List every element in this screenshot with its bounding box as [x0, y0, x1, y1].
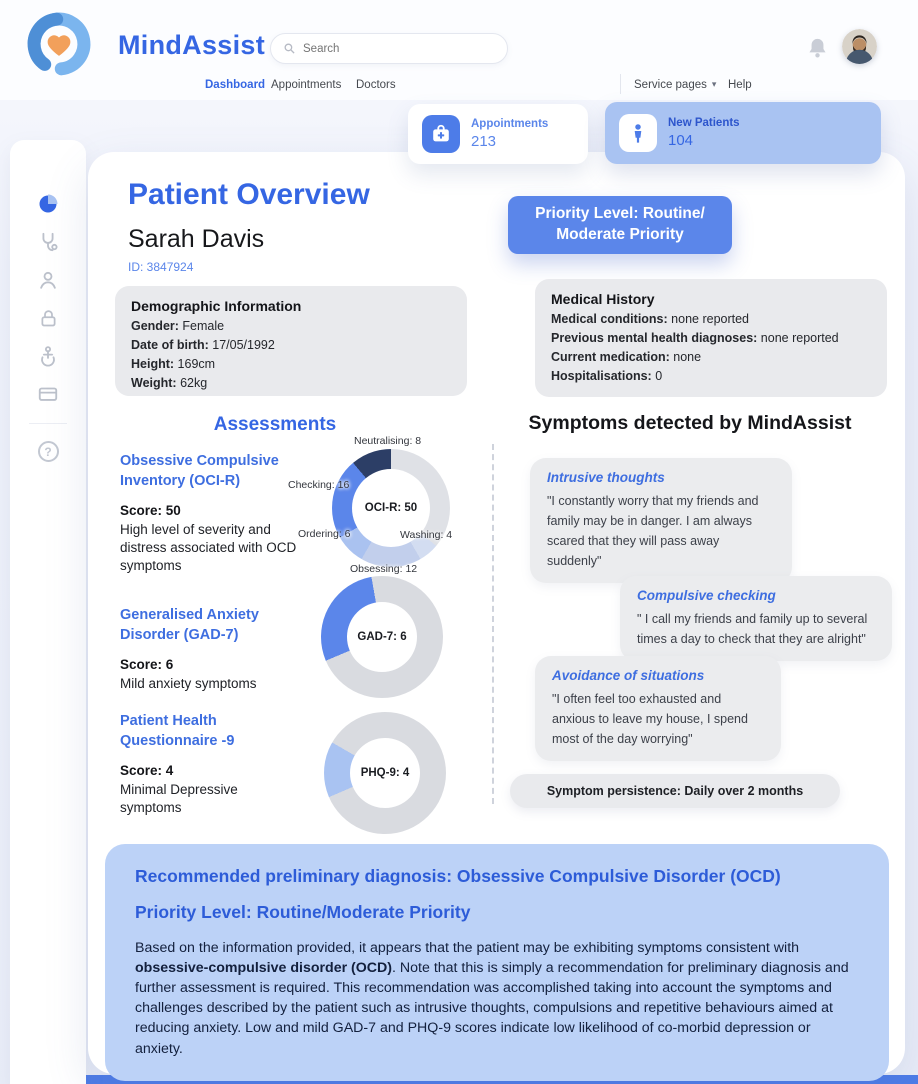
medical-history-field: [551, 350, 871, 364]
nav-service-pages-label: Service pages: [634, 79, 707, 91]
brand-title: MindAssist: [118, 30, 266, 60]
field-value: 0: [655, 369, 663, 383]
gad-7-donut-chart: [321, 576, 443, 698]
sidebar-dashboard-pie-icon[interactable]: [36, 192, 60, 216]
new-patients-stat-card[interactable]: [605, 102, 881, 164]
medical-history-field: [551, 331, 871, 345]
symptom-persistence-pill: Symptom persistence: Daily over 2 months: [510, 774, 840, 808]
priority-level-badge[interactable]: Priority Level: Routine/ Moderate Priority: [508, 196, 732, 254]
sidebar-help-icon[interactable]: ?: [38, 441, 59, 462]
assessment-description: High level of severity and distress associated with OCD symptoms: [120, 521, 297, 574]
medical-history-field: [551, 369, 871, 383]
recommendation-priority: Priority Level: Routine/Moderate Priority: [135, 901, 471, 922]
phq-9-center-label: PHQ-9: 4: [360, 767, 410, 779]
symptoms-title: Symptoms detected by MindAssist: [528, 412, 852, 434]
bubble-title: Avoidance of situations: [552, 668, 705, 683]
nav-help[interactable]: Help: [728, 79, 752, 91]
patient-person-icon: [619, 114, 657, 152]
symptom-bubble-avoidance: [535, 656, 781, 761]
nav-service-pages[interactable]: [634, 79, 716, 91]
field-value: Female: [182, 319, 225, 333]
top-header: [0, 0, 918, 100]
patient-name: Sarah Davis: [128, 225, 265, 253]
symptom-bubble-compulsive-checking: [620, 576, 892, 661]
field-label: Previous mental health diagnoses:: [551, 331, 758, 345]
left-sidebar: [10, 140, 86, 1084]
user-avatar[interactable]: [842, 29, 877, 64]
appointments-stat-card[interactable]: [408, 104, 588, 164]
bubble-title: Compulsive checking: [637, 588, 776, 603]
gad-7-donut-center: [347, 602, 417, 672]
column-divider: [492, 444, 494, 804]
field-label: Medical conditions:: [551, 312, 668, 326]
nav-doctors[interactable]: Doctors: [356, 79, 396, 91]
assessment-name: Obsessive Compulsive Inventory (OCI-R): [120, 453, 279, 490]
appointments-stat-label: Appointments: [471, 118, 549, 130]
nav-appointments[interactable]: Appointments: [271, 79, 342, 91]
recommendation-body-text: . Note that this is simply a recommendation for preliminary diagnosis and further assessment is required. This recommendation was accomplished taking into account the symptoms and challenges described by the patient such as intrusive thoughts, compulsions and repetitive behaviours aimed at reducing anxiety. Low and mild GAD-7 and PHQ-9 scores indicate low likelihood of co-morbid depression or anxiety.: [135, 959, 849, 1057]
oci-label-neutralising: Neutralising: 8: [354, 435, 422, 447]
field-label: Hospitalisations:: [551, 369, 652, 383]
sidebar-divider: [29, 423, 67, 424]
field-value: none reported: [760, 331, 839, 345]
assessment-name: Patient Health Questionnaire -9: [120, 713, 235, 750]
sidebar-accessibility-icon[interactable]: [36, 344, 60, 368]
bubble-quote: "I constantly worry that my friends and family may be in danger. I am always scared that they will pass away suddenly": [547, 494, 759, 568]
gad-7-center-label: GAD-7: 6: [357, 631, 407, 643]
recommendation-body: [135, 938, 859, 1059]
medical-history-title: Medical History: [551, 291, 655, 307]
recommendation-diagnosis: Recommended preliminary diagnosis: Obsessive Compulsive Disorder (OCD): [135, 866, 781, 886]
phq-9-donut-center: [350, 738, 420, 808]
assessment-description: Minimal Depressive symptoms: [120, 781, 238, 815]
medical-kit-icon: [422, 115, 460, 153]
new-patients-stat-value: 104: [668, 132, 694, 149]
field-label: Date of birth:: [131, 338, 209, 352]
mindassist-logo-icon[interactable]: [20, 5, 98, 83]
chevron-down-icon: ▾: [711, 79, 717, 89]
patient-overview-card: [88, 152, 905, 1074]
assessment-oci-r: [120, 451, 302, 575]
field-value: none reported: [671, 312, 750, 326]
demographic-field: [131, 357, 451, 371]
assessment-score: Score: 4: [120, 762, 174, 778]
appointments-stat-text: [471, 118, 548, 150]
phq-9-donut-chart: [324, 712, 446, 834]
oci-label-washing: Washing: 4: [400, 529, 453, 541]
nav-divider: [620, 74, 621, 94]
nav-dashboard[interactable]: Dashboard: [205, 79, 266, 91]
demographics-title: Demographic Information: [131, 298, 302, 314]
field-label: Current medication:: [551, 350, 670, 364]
assessment-name: Generalised Anxiety Disorder (GAD-7): [120, 607, 259, 644]
field-value: none: [673, 350, 702, 364]
field-value: 62kg: [180, 376, 208, 390]
search-box[interactable]: [270, 33, 508, 64]
sidebar-stethoscope-icon[interactable]: [36, 230, 60, 254]
medical-history-card: [535, 279, 887, 397]
field-label: Weight:: [131, 376, 177, 390]
assessment-phq-9: [120, 711, 302, 817]
demographics-card: [115, 286, 467, 396]
sidebar-billing-card-icon[interactable]: [36, 382, 60, 406]
recommendation-body-bold: obsessive-compulsive disorder (OCD): [135, 959, 393, 976]
assessment-score: Score: 6: [120, 656, 174, 672]
demographic-field: [131, 319, 451, 333]
new-patients-stat-text: [668, 117, 740, 149]
search-input[interactable]: [303, 43, 495, 55]
oci-label-obsessing: Obsessing: 12: [350, 563, 418, 575]
assessments-title: Assessments: [213, 414, 337, 435]
assessment-score: Score: 50: [120, 502, 181, 518]
field-value: 169cm: [177, 357, 216, 371]
field-label: Height:: [131, 357, 175, 371]
demographic-field: [131, 376, 451, 390]
medical-history-field: [551, 312, 871, 326]
assessment-description: Mild anxiety symptoms: [120, 675, 257, 691]
demographic-field: [131, 338, 451, 352]
symptom-bubble-intrusive-thoughts: [530, 458, 792, 583]
search-icon: [283, 42, 296, 55]
new-patients-stat-label: New Patients: [668, 117, 740, 129]
recommendation-card: [105, 844, 889, 1081]
page-title: Patient Overview: [128, 178, 370, 211]
bubble-quote: " I call my friends and family up to several times a day to check that they are alright": [637, 612, 868, 646]
notifications-bell-icon[interactable]: [806, 36, 829, 60]
oci-r-center-label: OCI-R: 50: [364, 502, 418, 514]
oci-label-ordering: Ordering: 6: [298, 528, 351, 540]
recommendation-body-text: Based on the information provided, it appears that the patient may be exhibiting symptoms consistent with: [135, 939, 800, 956]
oci-label-checking: Checking: 16: [288, 479, 350, 491]
patient-id: ID: 3847924: [128, 260, 194, 274]
field-label: Gender:: [131, 319, 179, 333]
sidebar-patients-user-icon[interactable]: [36, 268, 60, 292]
field-value: 17/05/1992: [212, 338, 275, 352]
bubble-title: Intrusive thoughts: [547, 470, 665, 485]
appointments-stat-value: 213: [471, 133, 497, 150]
assessment-gad-7: [120, 605, 302, 693]
bubble-quote: "I often feel too exhausted and anxious to leave my house, I spend most of the day worrying": [552, 692, 748, 746]
sidebar-lock-icon[interactable]: [36, 306, 60, 330]
